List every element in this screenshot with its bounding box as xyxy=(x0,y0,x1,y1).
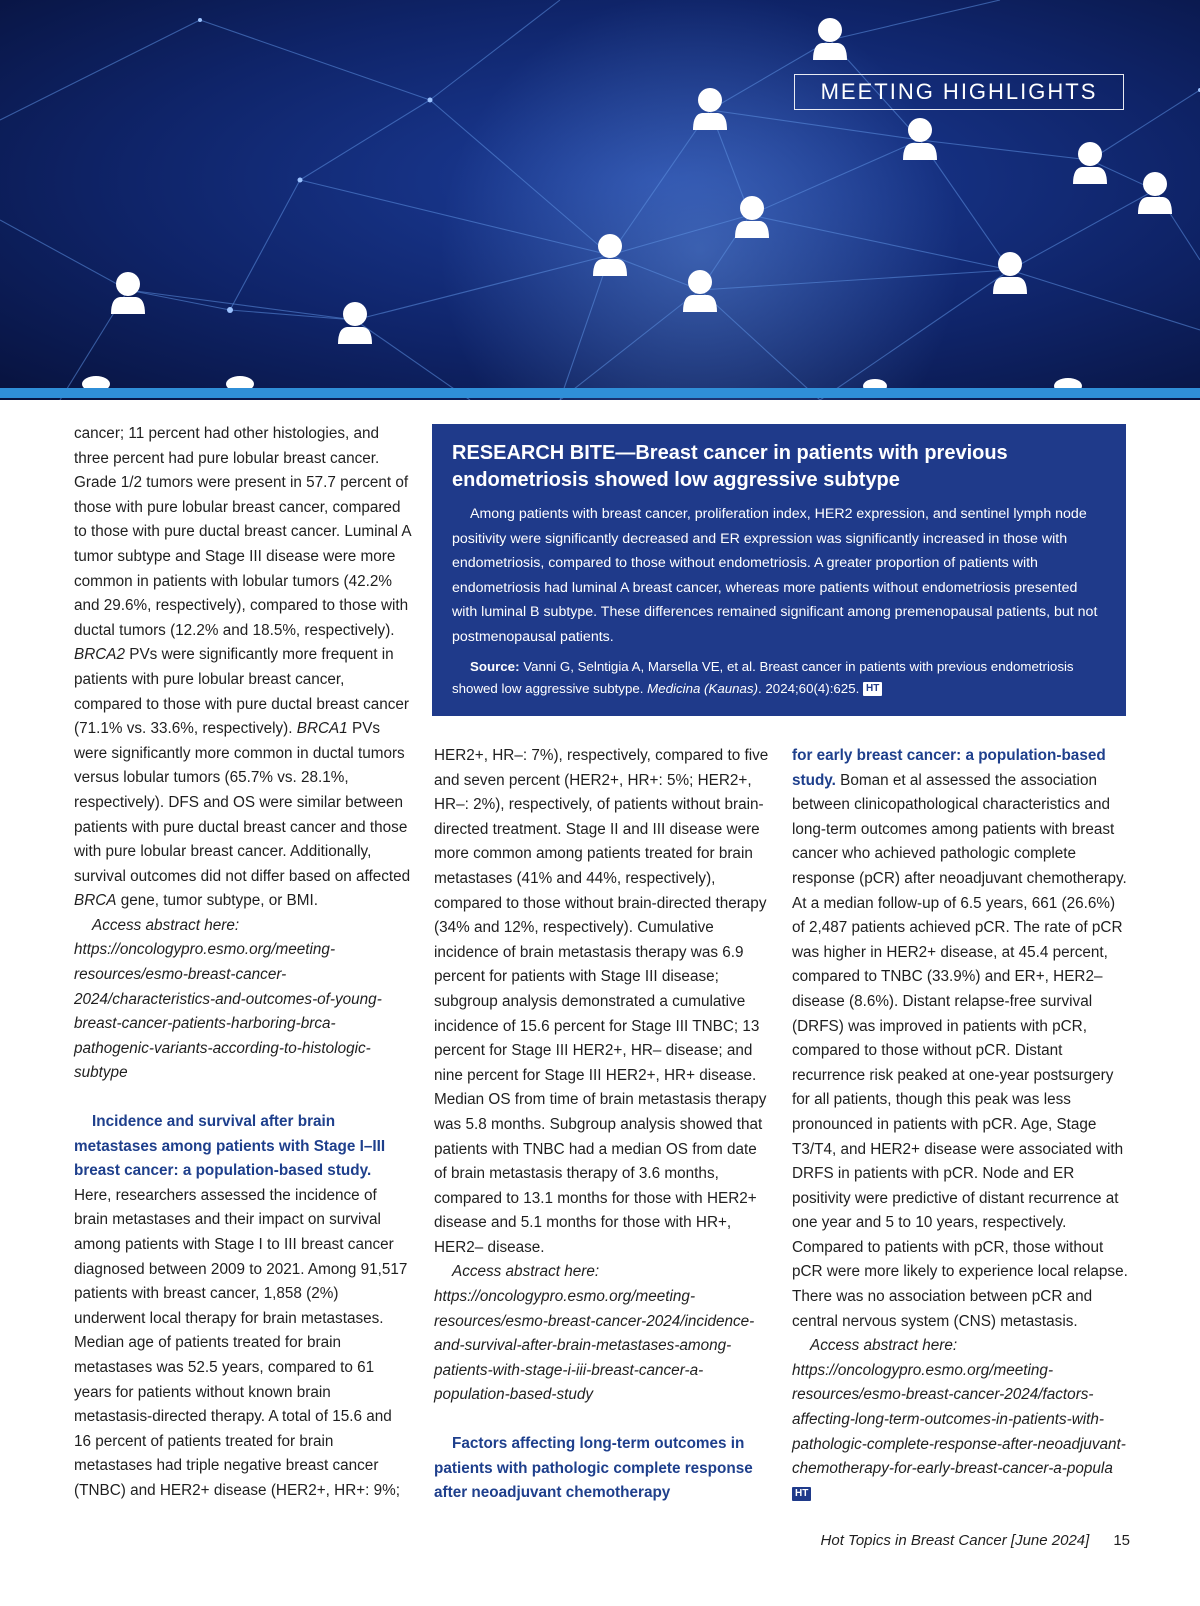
article-heading-pcr: Factors affecting long-term outcomes in patients with pathologic complete response after neoadjuvant chemotherapy xyxy=(434,1435,753,1502)
article-heading-pcr-cont: for early breast cancer: a population-based study. xyxy=(792,747,1106,789)
citation: . 2024;60(4):625. xyxy=(758,680,863,696)
research-bite-box xyxy=(432,424,1126,716)
column-3 xyxy=(792,744,1130,1506)
research-bite-title: RESEARCH BITE—Breast cancer in patients with previous endometriosis showed low aggressive subtype xyxy=(452,442,1008,491)
journal-name: Medicina (Kaunas) xyxy=(647,680,759,696)
source-text: Vanni G, Selntigia A, Marsella VE, et al. Breast cancer in patients with previous endometriosis showed low aggressive subtype. xyxy=(452,658,1074,696)
access-abstract-link-2[interactable]: Access abstract here: https://oncologypro.esmo.org/meeting-resources/esmo-breast-cancer-2024/incidence-and-survival-after-brain-metastases-among-patients-with-stage-i-iii-breast-cancer-a-population-based-study xyxy=(434,1263,755,1404)
section-tag: MEETING HIGHLIGHTS xyxy=(794,74,1124,110)
page-footer xyxy=(700,1532,1130,1549)
column-2 xyxy=(434,744,770,1506)
article-heading-brain-metastases: Incidence and survival after brain metastases among patients with Stage I–III breast cancer: a population-based study. xyxy=(74,1113,386,1180)
gene-brca1: BRCA1 xyxy=(296,720,348,738)
col2-text-1: HER2+, HR–: 7%), respectively, compared to five and seven percent (HER2+, HR+: 5%; HER2+, HR–: 2%), respectively, of patients without brain-directed treatment. Stage II and III disease were more common among patients treated for brain metastases (41% and 44%, respectively), compared to those without brain-directed therapy (34% and 12%, respectively). Cumulative incidence of brain metastasis therapy was 6.9 percent for patients with Stage III disease; subgroup analysis demonstrated a cumulative incidence of 15.6 percent for Stage III TNBC; 13 percent for Stage III HER2+, HR– disease; and nine percent for Stage III HER2+, HR+ disease. Median OS from time of brain metastasis therapy was 5.8 months. Subgroup analysis showed that patients with TNBC had a median OS from date of brain metastasis therapy of 3.6 months, compared to 13.1 months for those with HER2+ disease and 5.1 months for those with HR+, HER2– disease. xyxy=(434,747,769,1256)
header-banner xyxy=(0,0,1200,400)
col1-text-1b: PVs were significantly more frequent in patients with pure lobular breast cancer, compared to those with pure ductal breast cancer (71.1% vs. 33.6%, respectively). xyxy=(74,646,410,738)
banner-accent-stripe xyxy=(0,388,1200,398)
col1-text-2: Here, researchers assessed the incidence of brain metastases and their impact on survival among patients with Stage I to III breast cancer diagnosed between 2009 to 2021. Among 91,517 patients with breast cancer, 1,858 (2%) underwent local therapy for brain metastases. Median age of patients treated for brain metastases was 52.5 years, compared to 61 years for patients without known brain metastasis-directed therapy. A total of 15.6 and 16 percent of patients treated for brain metastases had triple negative breast cancer (TNBC) and HER2+ disease (HER2+, HR+: 9%; xyxy=(74,1186,408,1499)
access-abstract-link-3[interactable]: Access abstract here: https://oncologypro.esmo.org/meeting-resources/esmo-breast-cancer-2024/factors-affecting-long-term-outcomes-in-patients-with-pathologic-complete-response-after-neoadjuvant-chemotherapy-for-early-breast-cancer-a-popula xyxy=(792,1337,1126,1478)
publication-name: Hot Topics in Breast Cancer [June 2024] xyxy=(820,1532,1090,1549)
research-bite-source xyxy=(452,656,1106,700)
column-1 xyxy=(74,422,412,1504)
gene-brca: BRCA xyxy=(74,892,117,910)
page-number: 15 xyxy=(1113,1532,1130,1549)
gene-brca2: BRCA2 xyxy=(74,646,126,664)
col1-text-1d: gene, tumor subtype, or BMI. xyxy=(116,892,319,910)
ht-end-icon: HT xyxy=(792,1487,811,1501)
col1-text-1: cancer; 11 percent had other histologies, and three percent had pure lobular breast cancer. Grade 1/2 tumors were present in 57.7 percent of those with pure lobular breast cancer, compared to those with pure ductal breast cancer. Luminal A tumor subtype and Stage III disease were more common in patients with lobular tumors (42.2% and 29.6%, respectively), compared to those with ductal tumors (12.2% and 18.5%, respectively). xyxy=(74,425,411,639)
access-abstract-link-1[interactable]: Access abstract here: https://oncologypro.esmo.org/meeting-resources/esmo-breast-cancer-2024/characteristics-and-outcomes-of-young-breast-cancer-patients-harboring-brca-pathogenic-variants-according-to-histologic-subtype xyxy=(74,916,382,1082)
col3-text-1: Boman et al assessed the association between clinicopathological characteristics and long-term outcomes among patients with breast cancer who achieved pathologic complete response (pCR) after neoadjuvant chemotherapy. At a median follow-up of 6.5 years, 661 (26.6%) of 2,487 patients achieved pCR. The rate of pCR was higher in HER2+ disease, at 45.4 percent, compared to TNBC (33.9%) and ER+, HER2– disease (8.6%). Distant relapse-free survival (DRFS) was improved in patients with pCR, compared to those without pCR. Distant recurrence risk peaked at one-year postsurgery for all patients, though this peak was less pronounced in patients with pCR. Age, Stage T3/T4, and HER2+ disease were associated with DRFS in patients with pCR. Node and ER positivity were predictive of distant recurrence at one year and 5 to 10 years, respectively. Compared to patients with pCR, those without pCR were more likely to experience local relapse. There was no association between pCR and central nervous system (CNS) metastasis. xyxy=(792,771,1128,1330)
network-illustration xyxy=(0,0,1200,400)
research-bite-body: Among patients with breast cancer, proliferation index, HER2 expression, and sentinel lymph node positivity were significantly decreased and ER expression was significantly increased in those with endometriosis, compared to those without endometriosis. A greater proportion of patients with endometriosis had luminal A breast cancer, whereas more patients without endometriosis presented with luminal B subtype. These differences remained significant among premenopausal patients, but not postmenopausal patients. xyxy=(452,506,1098,645)
spacer xyxy=(74,1086,412,1110)
col1-text-1c: PVs were significantly more common in ductal tumors versus lobular tumors (65.7% vs. 28.1%, respectively). DFS and OS were similar between patients with pure ductal breast cancer and those with pure lobular breast cancer. Additionally, survival outcomes did not differ based on affected xyxy=(74,720,411,885)
spacer xyxy=(434,1408,770,1432)
source-label: Source: xyxy=(470,658,520,674)
ht-badge-icon: HT xyxy=(863,682,882,696)
